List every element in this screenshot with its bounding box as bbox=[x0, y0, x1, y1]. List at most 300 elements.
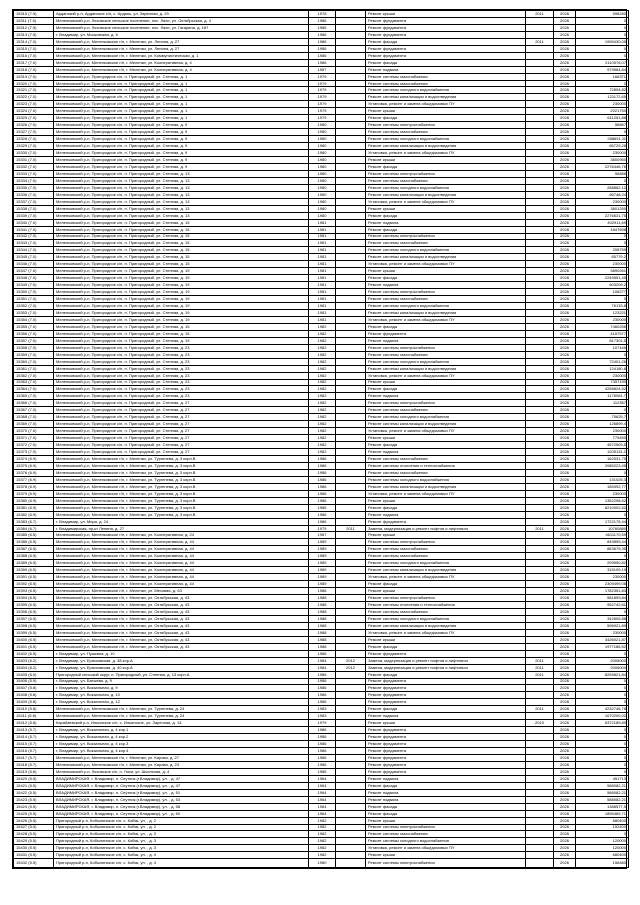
cell-work-type: Ремонт системы электроснабжения bbox=[366, 539, 526, 546]
cell-address: Меленковский р-н, Меленковское г/п, г. Меленки, ул. Тургенева, д. 3 корп.В bbox=[54, 497, 309, 504]
cell-exec-year: 2026 bbox=[554, 539, 576, 546]
cell-year-repair: 2012 bbox=[336, 664, 366, 671]
table-row bbox=[14, 768, 629, 775]
cell-plan-year bbox=[526, 414, 554, 421]
table-row bbox=[14, 567, 629, 574]
cell-record-id: 15393 (6.5) bbox=[14, 588, 54, 595]
cell-year-built: 1964 bbox=[309, 789, 336, 796]
cell-year-built: 1982 bbox=[309, 365, 336, 372]
cell-address: Меленковский р-н, Пригородное с/п, п. Пригородный, ул. Степная, д. 15 bbox=[54, 247, 309, 254]
cell-work-type: Ремонт крыши bbox=[366, 11, 526, 18]
cell-year-built: 1981 bbox=[309, 316, 336, 323]
cell-address: Меленковский р-н, Меленковское г/п, г. Меленки, ул. Октябрьская, д. 43 bbox=[54, 615, 309, 622]
cell-year-built: 1981 bbox=[309, 233, 336, 240]
table-row bbox=[14, 330, 629, 337]
cell-address: Меленковский р-н, Пригородное с/п, п. Пригородный, ул. Степная, д. 23 bbox=[54, 365, 309, 372]
cell-year-built: 1986 bbox=[309, 511, 336, 518]
cell-plan-year bbox=[526, 323, 554, 330]
cell-plan-year bbox=[526, 622, 554, 629]
cell-cost: 0 bbox=[576, 685, 629, 692]
cell-cost: 952742,61 bbox=[576, 602, 629, 609]
cell-year-repair bbox=[336, 567, 366, 574]
cell-record-id: 15334 (7.0) bbox=[14, 177, 54, 184]
cell-year-repair bbox=[336, 643, 366, 650]
cell-plan-year bbox=[526, 748, 554, 755]
cell-work-type: Ремонт подвала bbox=[366, 393, 526, 400]
cell-cost: 8259821,84 bbox=[576, 671, 629, 678]
cell-record-id: 15385 (6.5) bbox=[14, 532, 54, 539]
cell-year-built: 1979 bbox=[309, 101, 336, 108]
cell-exec-year: 2026 bbox=[554, 372, 576, 379]
cell-work-type: Ремонт фундамента bbox=[366, 692, 526, 699]
cell-plan-year: 2011 bbox=[526, 38, 554, 45]
cell-year-built: 1982 bbox=[309, 831, 336, 838]
cell-work-type: Ремонт системы газоснабжения bbox=[366, 240, 526, 247]
table-row bbox=[14, 539, 629, 546]
cell-cost: 65729,28 bbox=[576, 143, 629, 150]
table-row bbox=[14, 483, 629, 490]
cell-cost: 75625,7 bbox=[576, 414, 629, 421]
cell-year-built: 1982 bbox=[309, 337, 336, 344]
cell-plan-year bbox=[526, 136, 554, 143]
cell-exec-year: 2026 bbox=[554, 421, 576, 428]
cell-year-repair bbox=[336, 108, 366, 115]
table-row bbox=[14, 233, 629, 240]
table-row bbox=[14, 462, 629, 469]
cell-plan-year bbox=[526, 615, 554, 622]
cell-year-repair bbox=[336, 198, 366, 205]
cell-record-id: 15353 (7.0) bbox=[14, 309, 54, 316]
cell-plan-year bbox=[526, 393, 554, 400]
cell-cost: 817301,5 bbox=[576, 337, 629, 344]
cell-address: Меленковский р-н, Пригородное с/п, п. Пригородный, ул. Степная, д. 13 bbox=[54, 212, 309, 219]
cell-year-repair bbox=[336, 852, 366, 859]
cell-record-id: 15420 (5.5) bbox=[14, 775, 54, 782]
cell-year-repair bbox=[336, 831, 366, 838]
cell-record-id: 15322 (7.0) bbox=[14, 94, 54, 101]
cell-record-id: 15425 (5.5) bbox=[14, 810, 54, 817]
cell-cost: 10760880 bbox=[576, 525, 629, 532]
cell-exec-year: 2026 bbox=[554, 296, 576, 303]
cell-address: Меленковский р-н, Меленковское г/п, г. Меленки, ул. Кирова, д. 27 bbox=[54, 754, 309, 761]
cell-plan-year bbox=[526, 24, 554, 31]
cell-year-built: 1982 bbox=[309, 393, 336, 400]
cell-address: Меленковский р-н, Пригородное с/п, п. Пригородный, ул. Степная, д. 15 bbox=[54, 330, 309, 337]
cell-address: Меленковский р-н, Меленковское г/п, г. Меленки, ул. Тургенева, д. 3 корп.В bbox=[54, 511, 309, 518]
table-row bbox=[14, 518, 629, 525]
cell-year-repair bbox=[336, 80, 366, 87]
cell-exec-year: 2026 bbox=[554, 323, 576, 330]
cell-record-id: 15320 (7.0) bbox=[14, 80, 54, 87]
cell-cost: 680400 bbox=[576, 852, 629, 859]
cell-record-id: 15422 (5.5) bbox=[14, 789, 54, 796]
table-row bbox=[14, 831, 629, 838]
cell-plan-year: 2011 bbox=[526, 657, 554, 664]
cell-exec-year: 2026 bbox=[554, 775, 576, 782]
cell-year-built: 1982 bbox=[309, 421, 336, 428]
cell-year-built: 1980 bbox=[309, 136, 336, 143]
table-row bbox=[14, 31, 629, 38]
cell-work-type: Ремонт системы холодного водоснабжения bbox=[366, 838, 526, 845]
cell-record-id: 15407 (5.8) bbox=[14, 685, 54, 692]
cell-work-type: Установка, ремонт и замена общедомовых ПУ bbox=[366, 198, 526, 205]
cell-year-repair bbox=[336, 407, 366, 414]
cell-year-repair bbox=[336, 789, 366, 796]
cell-year-built: 1980 bbox=[309, 122, 336, 129]
cell-address: Меленковский р-н, Меленковское г/п, г. Меленки, ул. Кооперативная, д. 44 bbox=[54, 539, 309, 546]
cell-work-type: Ремонт крыши bbox=[366, 379, 526, 386]
cell-year-repair bbox=[336, 94, 366, 101]
cell-cost: 0 bbox=[576, 650, 629, 657]
table-row bbox=[14, 407, 629, 414]
cell-cost: 208759 bbox=[576, 247, 629, 254]
cell-year-repair bbox=[336, 685, 366, 692]
table-row bbox=[14, 379, 629, 386]
table-row bbox=[14, 150, 629, 157]
cell-work-type: Ремонт системы холодного водоснабжения bbox=[366, 136, 526, 143]
cell-cost: 0 bbox=[576, 129, 629, 136]
table-row bbox=[14, 421, 629, 428]
cell-work-type: Установка, ремонт и замена общедомовых ПУ bbox=[366, 150, 526, 157]
cell-year-built: 1979 bbox=[309, 720, 336, 727]
cell-cost: 2006000 bbox=[576, 664, 629, 671]
cell-record-id: 15360 (7.0) bbox=[14, 358, 54, 365]
cell-address: Меленковский р-н, Меленковское г/п, г. Меленки, ул. Кооперативная, д. 24 bbox=[54, 532, 309, 539]
cell-year-built: 1986 bbox=[309, 671, 336, 678]
cell-year-repair bbox=[336, 11, 366, 18]
cell-cost: 849899,44 bbox=[576, 539, 629, 546]
cell-cost: 588082,21 bbox=[576, 789, 629, 796]
cell-record-id: 15431 (5.5) bbox=[14, 852, 54, 859]
table-row bbox=[14, 546, 629, 553]
cell-year-repair bbox=[336, 581, 366, 588]
cell-address: г. Владимир, ул. Вокзальная, д. 4 кор.1 bbox=[54, 727, 309, 734]
cell-work-type: Ремонт системы газоснабжения bbox=[366, 608, 526, 615]
cell-work-type: Ремонт системы канализации и водоотведения bbox=[366, 365, 526, 372]
cell-address: Меленковский р-н, Меленковское г/п, г. Меленки, ул. Кооперативная, д. 4 bbox=[54, 66, 309, 73]
cell-year-repair bbox=[336, 101, 366, 108]
cell-year-built: 1988 bbox=[309, 595, 336, 602]
cell-address: Меленковский р-н, Меленковское г/п, г. Меленки, ул. Тургенева, д. 24 bbox=[54, 706, 309, 713]
cell-year-built: 1981 bbox=[309, 254, 336, 261]
cell-record-id: 15350 (7.0) bbox=[14, 289, 54, 296]
cell-year-built: 1988 bbox=[309, 608, 336, 615]
cell-record-id: 15311 (7.5) bbox=[14, 17, 54, 24]
cell-work-type: Ремонт фундамента bbox=[366, 45, 526, 52]
cell-plan-year bbox=[526, 157, 554, 164]
cell-exec-year: 2026 bbox=[554, 692, 576, 699]
table-row bbox=[14, 699, 629, 706]
cell-year-repair bbox=[336, 838, 366, 845]
cell-address: Меленковский р-н, Пригородное с/п, п. Пригородный, ул. Степная, д. 13 bbox=[54, 177, 309, 184]
cell-plan-year bbox=[526, 337, 554, 344]
cell-exec-year: 2026 bbox=[554, 504, 576, 511]
cell-record-id: 15356 (7.0) bbox=[14, 330, 54, 337]
cell-exec-year: 2026 bbox=[554, 511, 576, 518]
cell-address: Меленковский р-н, Пригородное с/п, п. Пригородный, ул. Степная, д. 27 bbox=[54, 414, 309, 421]
cell-plan-year bbox=[526, 435, 554, 442]
cell-year-built: 1964 bbox=[309, 803, 336, 810]
cell-cost: 1388577,5 bbox=[576, 803, 629, 810]
table-row bbox=[14, 108, 629, 115]
cell-year-repair bbox=[336, 59, 366, 66]
cell-address: Меленковский р-н, Пригородное с/п, п. Пригородный, ул. Степная, д. 19 bbox=[54, 309, 309, 316]
cell-cost: 1352298,52 bbox=[576, 497, 629, 504]
table-row bbox=[14, 636, 629, 643]
table-row bbox=[14, 275, 629, 282]
cell-work-type: Ремонт системы газоснабжения bbox=[366, 831, 526, 838]
cell-record-id: 15312 (7.5) bbox=[14, 24, 54, 31]
cell-address: Меленковский р-н, Меленковское г/п, г. Меленки, ул. Кооперативная, д. 44 bbox=[54, 546, 309, 553]
cell-exec-year: 2026 bbox=[554, 351, 576, 358]
cell-plan-year bbox=[526, 66, 554, 73]
cell-work-type: Ремонт крыши bbox=[366, 817, 526, 824]
cell-exec-year: 2026 bbox=[554, 177, 576, 184]
table-row bbox=[14, 87, 629, 94]
cell-exec-year: 2026 bbox=[554, 38, 576, 45]
cell-year-built: 1981 bbox=[309, 240, 336, 247]
cell-work-type: Ремонт фундамента bbox=[366, 734, 526, 741]
cell-exec-year: 2026 bbox=[554, 817, 576, 824]
cell-record-id: 15363 (7.0) bbox=[14, 379, 54, 386]
cell-cost: 3426021,87 bbox=[576, 636, 629, 643]
cell-cost: 0 bbox=[576, 748, 629, 755]
cell-plan-year bbox=[526, 212, 554, 219]
cell-work-type: Ремонт подвала bbox=[366, 66, 526, 73]
cell-work-type: Ремонт крыши bbox=[366, 532, 526, 539]
cell-plan-year bbox=[526, 754, 554, 761]
cell-plan-year bbox=[526, 101, 554, 108]
cell-year-repair bbox=[336, 713, 366, 720]
cell-address: Меленковский р-н, Пригородное с/п, п. Пригородный, ул. Степная, д. 27 bbox=[54, 421, 309, 428]
cell-exec-year: 2026 bbox=[554, 490, 576, 497]
cell-work-type: Установка, ремонт и замена общедомовых ПУ bbox=[366, 629, 526, 636]
cell-address: г. Владимир, ул. Вокзальная, д. 9 bbox=[54, 685, 309, 692]
cell-year-built: 1988 bbox=[309, 615, 336, 622]
table-row bbox=[14, 219, 629, 226]
cell-exec-year: 2026 bbox=[554, 24, 576, 31]
cell-address: Меленковский р-н, Пригородное с/п, п. Пригородный, ул. Степная, д. 1 bbox=[54, 87, 309, 94]
cell-year-repair bbox=[336, 727, 366, 734]
cell-exec-year: 2026 bbox=[554, 741, 576, 748]
table-row bbox=[14, 553, 629, 560]
cell-exec-year: 2026 bbox=[554, 365, 576, 372]
cell-cost: 0 bbox=[576, 45, 629, 52]
cell-plan-year bbox=[526, 595, 554, 602]
cell-record-id: 15339 (7.0) bbox=[14, 212, 54, 219]
cell-cost: 0 bbox=[576, 692, 629, 699]
cell-exec-year: 2026 bbox=[554, 803, 576, 810]
cell-year-built: 1982 bbox=[309, 372, 336, 379]
cell-exec-year: 2026 bbox=[554, 80, 576, 87]
cell-year-built: 1986 bbox=[309, 768, 336, 775]
cell-cost: 0 bbox=[576, 511, 629, 518]
cell-exec-year: 2026 bbox=[554, 289, 576, 296]
cell-cost: 588082,21 bbox=[576, 796, 629, 803]
table-row bbox=[14, 796, 629, 803]
cell-record-id: 15362 (7.0) bbox=[14, 372, 54, 379]
cell-exec-year: 2026 bbox=[554, 330, 576, 337]
cell-exec-year: 2026 bbox=[554, 316, 576, 323]
cell-plan-year bbox=[526, 727, 554, 734]
cell-address: ВЛАДИМИРСКАЯ, г. Владимир, п. Спутник (г.Владимир), ул. , д. 47 bbox=[54, 775, 309, 782]
cell-work-type: Установка, ремонт и замена общедомовых ПУ bbox=[366, 574, 526, 581]
cell-record-id: 15348 (7.0) bbox=[14, 275, 54, 282]
cell-record-id: 15423 (5.5) bbox=[14, 796, 54, 803]
cell-cost: 158480 bbox=[576, 859, 629, 868]
cell-work-type: Ремонт фундамента bbox=[366, 727, 526, 734]
cell-exec-year: 2026 bbox=[554, 275, 576, 282]
cell-work-type: Ремонт системы газоснабжения bbox=[366, 73, 526, 80]
cell-work-type: Ремонт системы холодного водоснабжения bbox=[366, 247, 526, 254]
cell-year-repair bbox=[336, 414, 366, 421]
cell-cost: 0 bbox=[576, 727, 629, 734]
cell-year-built: 1986 bbox=[309, 52, 336, 59]
cell-plan-year: 2010 bbox=[526, 720, 554, 727]
cell-plan-year bbox=[526, 539, 554, 546]
cell-address: ВЛАДИМИРСКАЯ, г. Владимир, п. Спутник (г.Владимир), ул. , д. 58 bbox=[54, 803, 309, 810]
table-row bbox=[14, 449, 629, 456]
table-row bbox=[14, 365, 629, 372]
table-row bbox=[14, 845, 629, 852]
cell-record-id: 15382 (6.9) bbox=[14, 511, 54, 518]
cell-year-repair bbox=[336, 421, 366, 428]
table-row bbox=[14, 643, 629, 650]
cell-year-built: 1982 bbox=[309, 351, 336, 358]
cell-record-id: 15340 (7.0) bbox=[14, 219, 54, 226]
cell-record-id: 15370 (7.0) bbox=[14, 428, 54, 435]
cell-exec-year: 2026 bbox=[554, 337, 576, 344]
cell-plan-year bbox=[526, 734, 554, 741]
cell-year-built: 1982 bbox=[309, 330, 336, 337]
cell-plan-year bbox=[526, 296, 554, 303]
table-row bbox=[14, 574, 629, 581]
cell-exec-year: 2026 bbox=[554, 212, 576, 219]
cell-year-built: 1983 bbox=[309, 706, 336, 713]
cell-address: Меленковский р-н, Пригородное с/п, п. Пригородный, ул. Степная, д. 9 bbox=[54, 150, 309, 157]
cell-address: Меленковский р-н, Пригородное с/п, п. Пригородный, ул. Степная, д. 27 bbox=[54, 400, 309, 407]
cell-record-id: 15354 (7.0) bbox=[14, 316, 54, 323]
cell-record-id: 15338 (7.0) bbox=[14, 205, 54, 212]
cell-exec-year: 2026 bbox=[554, 838, 576, 845]
cell-cost: 2085223,45 bbox=[576, 462, 629, 469]
cell-record-id: 15317 (7.0) bbox=[14, 59, 54, 66]
cell-year-built: 1980 bbox=[309, 129, 336, 136]
cell-exec-year: 2026 bbox=[554, 456, 576, 463]
table-row bbox=[14, 685, 629, 692]
cell-address: Меленковский р-н, Ляховское сельское поселение, пос. Ляхи, ул. Гагарина, д. 187 bbox=[54, 24, 309, 31]
cell-cost: 4157577 bbox=[576, 330, 629, 337]
table-row bbox=[14, 344, 629, 351]
cell-year-built: 1980 bbox=[309, 205, 336, 212]
cell-exec-year: 2026 bbox=[554, 87, 576, 94]
cell-record-id: 15396 (6.5) bbox=[14, 608, 54, 615]
table-row bbox=[14, 309, 629, 316]
cell-year-repair bbox=[336, 518, 366, 525]
cell-record-id: 15401 (6.5) bbox=[14, 643, 54, 650]
cell-address: Меленковский р-н, Пригородное с/п, п. Пригородный, ул. Степная, д. 1 bbox=[54, 108, 309, 115]
cell-record-id: 15409 (5.8) bbox=[14, 699, 54, 706]
cell-exec-year: 2026 bbox=[554, 233, 576, 240]
cell-exec-year: 2026 bbox=[554, 532, 576, 539]
table-row bbox=[14, 615, 629, 622]
cell-year-repair bbox=[336, 845, 366, 852]
cell-plan-year bbox=[526, 358, 554, 365]
cell-year-built: 1982 bbox=[309, 414, 336, 421]
table-row bbox=[14, 226, 629, 233]
cell-plan-year bbox=[526, 129, 554, 136]
cell-exec-year: 2026 bbox=[554, 810, 576, 817]
cell-year-built: 1964 bbox=[309, 775, 336, 782]
cell-plan-year bbox=[526, 803, 554, 810]
cell-cost: 2006000 bbox=[576, 657, 629, 664]
cell-cost: 7460256 bbox=[576, 323, 629, 330]
cell-year-built: 1983 bbox=[309, 713, 336, 720]
cell-exec-year: 2026 bbox=[554, 143, 576, 150]
cell-year-built: 1986 bbox=[309, 45, 336, 52]
cell-year-built: 1980 bbox=[309, 143, 336, 150]
cell-exec-year: 2026 bbox=[554, 525, 576, 532]
cell-plan-year bbox=[526, 859, 554, 868]
cell-record-id: 15352 (7.0) bbox=[14, 303, 54, 310]
cell-record-id: 15319 (7.0) bbox=[14, 73, 54, 80]
cell-exec-year: 2026 bbox=[554, 393, 576, 400]
cell-cost: 611251,88 bbox=[576, 115, 629, 122]
cell-record-id: 15395 (6.5) bbox=[14, 602, 54, 609]
cell-year-built: 1986 bbox=[309, 748, 336, 755]
cell-year-repair bbox=[336, 782, 366, 789]
cell-work-type: Ремонт фундамента bbox=[366, 678, 526, 685]
cell-exec-year: 2026 bbox=[554, 226, 576, 233]
cell-exec-year: 2026 bbox=[554, 191, 576, 198]
cell-address: Меленковский р-н, Меленковское г/п, г. Меленки, ул. Тургенева, д. 3 корп.В bbox=[54, 469, 309, 476]
cell-year-repair bbox=[336, 449, 366, 456]
cell-exec-year: 2026 bbox=[554, 101, 576, 108]
cell-plan-year bbox=[526, 365, 554, 372]
cell-exec-year: 2026 bbox=[554, 268, 576, 275]
cell-year-repair bbox=[336, 462, 366, 469]
table-row bbox=[14, 45, 629, 52]
cell-exec-year: 2026 bbox=[554, 184, 576, 191]
cell-record-id: 15318 (7.0) bbox=[14, 66, 54, 73]
table-row bbox=[14, 136, 629, 143]
cell-year-built: 1982 bbox=[309, 442, 336, 449]
cell-record-id: 15345 (7.0) bbox=[14, 254, 54, 261]
cell-work-type: Ремонт фундамента bbox=[366, 31, 526, 38]
cell-plan-year bbox=[526, 184, 554, 191]
cell-year-repair bbox=[336, 129, 366, 136]
cell-plan-year bbox=[526, 574, 554, 581]
cell-plan-year bbox=[526, 497, 554, 504]
cell-exec-year: 2026 bbox=[554, 657, 576, 664]
cell-record-id: 15321 (7.0) bbox=[14, 87, 54, 94]
cell-plan-year bbox=[526, 407, 554, 414]
cell-year-built: 1980 bbox=[309, 170, 336, 177]
cell-plan-year bbox=[526, 226, 554, 233]
cell-address: г. Владимир, ул. Ерисковская, д. 38 кор.А bbox=[54, 657, 309, 664]
cell-exec-year: 2026 bbox=[554, 678, 576, 685]
cell-record-id: 15375 (6.9) bbox=[14, 462, 54, 469]
cell-address: Меленковский р-н, Пригородное с/п, п. Пригородный, ул. Степная, д. 9 bbox=[54, 163, 309, 170]
cell-year-built: 1986 bbox=[309, 699, 336, 706]
cell-cost: 2276446,76 bbox=[576, 163, 629, 170]
cell-address: ВЛАДИМИРСКАЯ, г. Владимир, п. Спутник (г.Владимир), ул. , д. 51 bbox=[54, 789, 309, 796]
cell-address: Меленковский р-н, Пригородное с/п, п. Пригородный, ул. Степная, д. 23 bbox=[54, 344, 309, 351]
cell-plan-year bbox=[526, 643, 554, 650]
cell-year-built: 1982 bbox=[309, 817, 336, 824]
cell-work-type: Ремонт системы канализации и водоотведения bbox=[366, 567, 526, 574]
cell-cost: 0 bbox=[576, 469, 629, 476]
